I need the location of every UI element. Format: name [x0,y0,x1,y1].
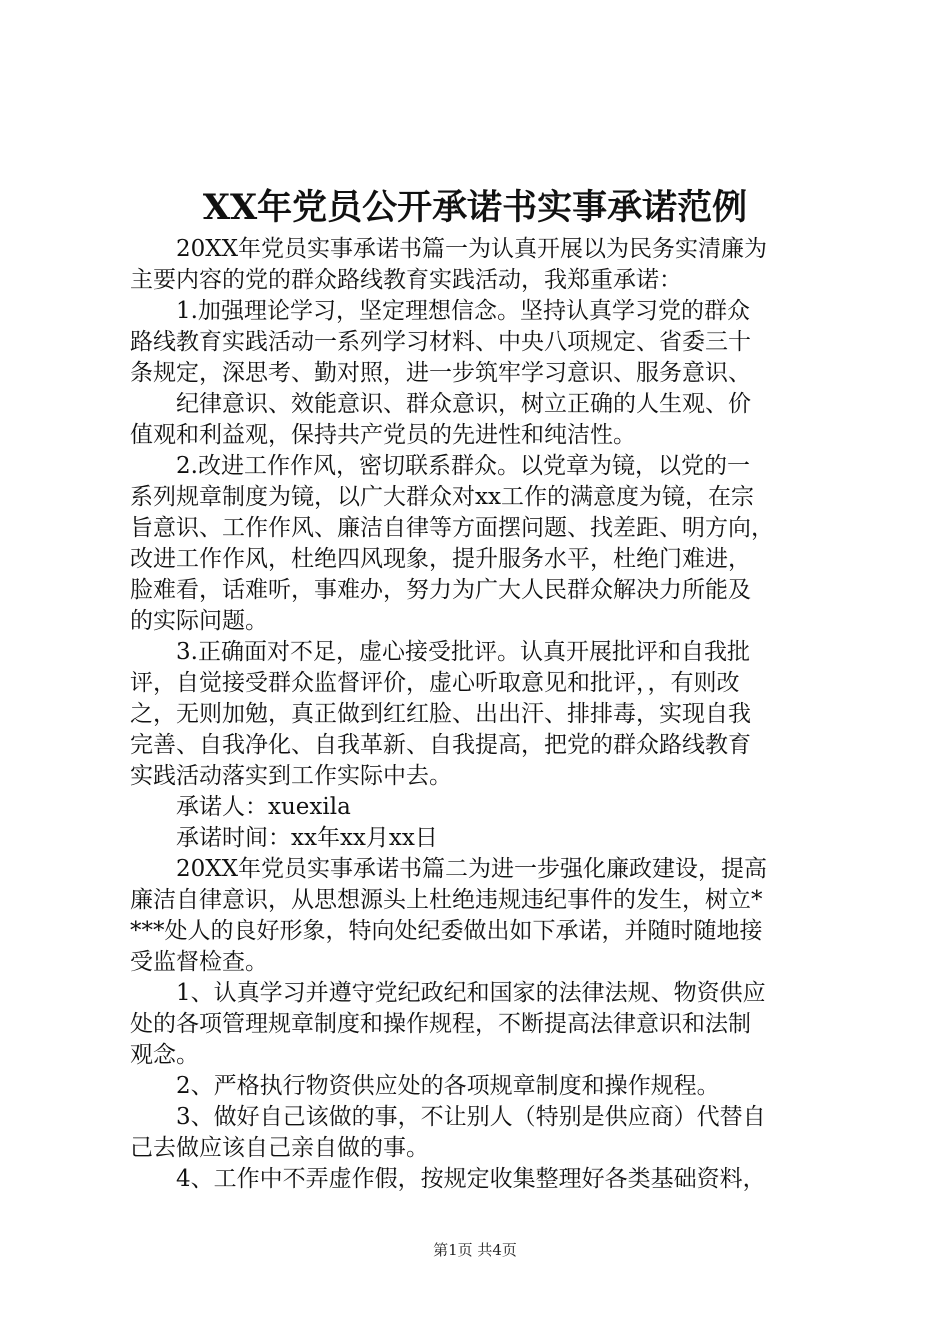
text-line: 1、认真学习并遵守党纪政纪和国家的法律法规、物资供应 [176,980,766,1006]
text-line: 观念。 [130,1042,199,1068]
text-line: 4、工作中不弄虚作假，按规定收集整理好各类基础资料， [176,1166,766,1192]
text-line: 3.正确面对不足，虚心接受批评。认真开展批评和自我批 [176,639,750,665]
text-line: 改进工作作风，杜绝四风现象，提升服务水平，杜绝门难进， [130,546,751,572]
page-number-footer: 第1页 共4页 [433,1241,517,1259]
text-line: 2、严格执行物资供应处的各项规章制度和操作规程。 [176,1073,720,1099]
text-line: ***处人的良好形象，特向处纪委做出如下承诺，并随时随地接 [130,918,763,944]
text-line: 1.加强理论学习，坚定理想信念。坚持认真学习党的群众 [176,298,750,324]
text-line: 值观和利益观，保持共产党员的先进性和纯洁性。 [130,422,636,448]
document-body [130,234,830,1195]
text-line: 之，无则加勉，真正做到红红脸、出出汗、排排毒，实现自我 [130,701,751,727]
text-line: 纪律意识、效能意识、群众意识，树立正确的人生观、价 [176,391,751,417]
text-line: 20XX年党员实事承诺书篇二为进一步强化廉政建设，提高 [176,856,768,882]
text-line: 的实际问题。 [130,608,268,634]
text-line: 20XX年党员实事承诺书篇一为认真开展以为民务实清廉为 [176,236,768,262]
text-line: 受监督检查。 [130,949,268,975]
text-line: 完善、自我净化、自我革新、自我提高，把党的群众路线教育 [130,732,751,758]
text-line: 实践活动落实到工作实际中去。 [130,763,452,789]
text-line: 己去做应该自己亲自做的事。 [130,1135,429,1161]
date-line: 承诺时间：xx年xx月xx日 [176,825,438,851]
signatory-line: 承诺人：xuexila [176,794,351,820]
text-line: 条规定，深思考、勤对照，进一步筑牢学习意识、服务意识、 [130,360,751,386]
text-line: 路线教育实践活动一系列学习材料、中央八项规定、省委三十 [130,329,751,355]
text-line: 主要内容的党的群众路线教育实践活动，我郑重承诺： [130,267,682,293]
text-line: 2.改进工作作风，密切联系群众。以党章为镜，以党的一 [176,453,750,479]
text-line: 3、做好自己该做的事，不让别人（特别是供应商）代替自 [176,1104,766,1130]
text-line: 系列规章制度为镜，以广大群众对xx工作的满意度为镜，在宗 [130,484,754,510]
text-line: 处的各项管理规章制度和操作规程，不断提高法律意识和法制 [130,1011,751,1037]
document-title: XX年党员公开承诺书实事承诺范例 [202,187,748,228]
text-line: 评，自觉接受群众监督评价，虚心听取意见和批评，，有则改 [130,670,740,696]
text-line: 旨意识、工作作风、廉洁自律等方面摆问题、找差距、明方向， [130,515,774,541]
text-line: 廉洁自律意识，从思想源头上杜绝违规违纪事件的发生，树立* [130,887,763,913]
text-line: 脸难看，话难听，事难办，努力为广大人民群众解决力所能及 [130,577,751,603]
